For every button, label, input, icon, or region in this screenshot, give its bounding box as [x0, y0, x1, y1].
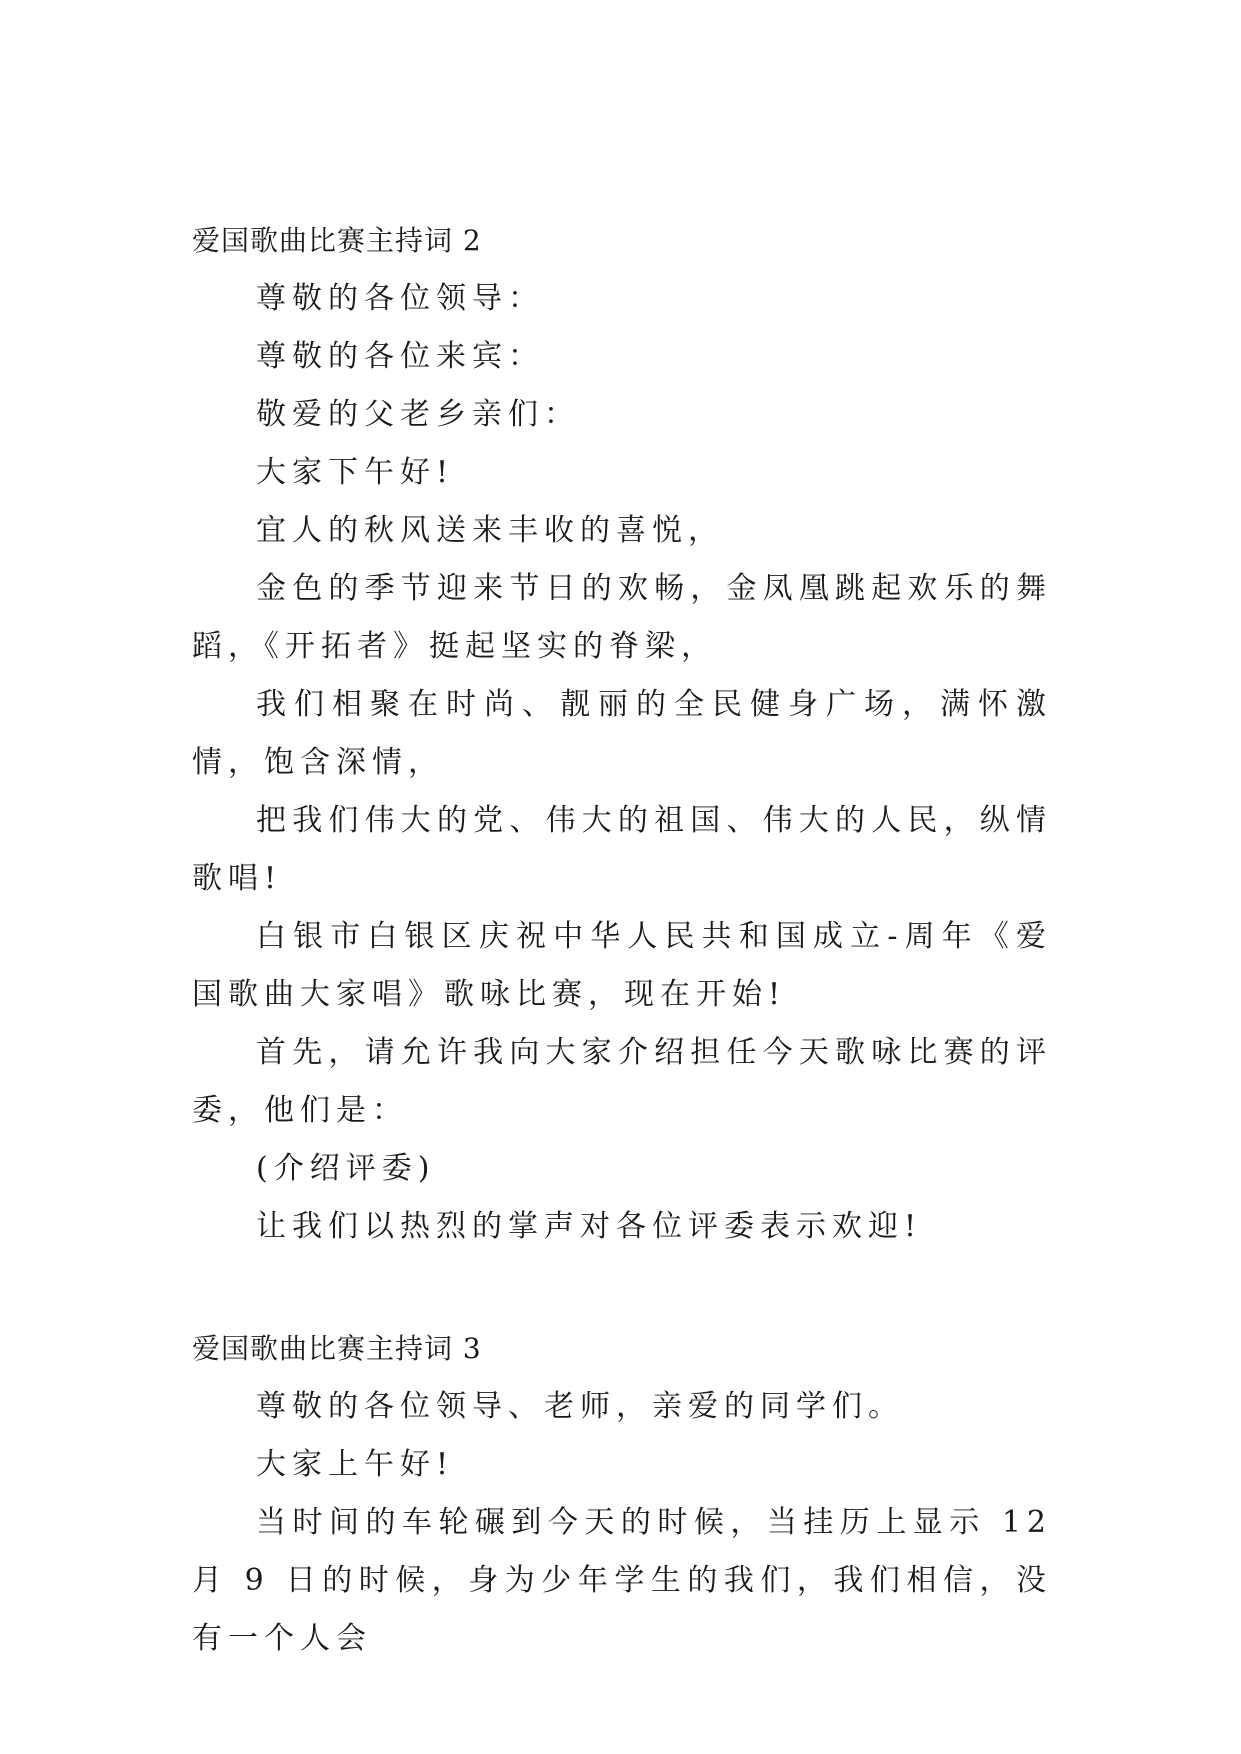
section-2	[192, 212, 1052, 1256]
paragraph: (介绍评委)	[256, 1151, 436, 1186]
paragraph: 白银市白银区庆祝中华人民共和国成立-周年《爱国歌曲大家唱》歌咏比赛，现在开始!	[192, 919, 1052, 1012]
paragraph: 我们相聚在时尚、靓丽的全民健身广场，满怀激情，饱含深情，	[192, 687, 1052, 780]
paragraph: 首先，请允许我向大家介绍担任今天歌咏比赛的评委，他们是：	[192, 1035, 1052, 1128]
paragraph: 尊敬的各位来宾：	[256, 339, 544, 374]
paragraph: 大家上午好!	[256, 1447, 455, 1482]
paragraph: 尊敬的各位领导、老师，亲爱的同学们。	[256, 1389, 904, 1424]
paragraph: 把我们伟大的党、伟大的祖国、伟大的人民，纵情歌唱!	[192, 803, 1052, 896]
paragraph: 金色的季节迎来节日的欢畅，金凤凰跳起欢乐的舞蹈，《开拓者》挺起坚实的脊梁，	[192, 571, 1052, 664]
paragraph: 敬爱的父老乡亲们：	[256, 397, 580, 432]
document-body	[192, 212, 1052, 1668]
section-title: 爱国歌曲比赛主持词 2	[192, 224, 482, 257]
paragraph: 尊敬的各位领导：	[256, 281, 544, 316]
section-title: 爱国歌曲比赛主持词 3	[192, 1332, 482, 1365]
paragraph: 大家下午好!	[256, 455, 455, 490]
section-3	[192, 1320, 1052, 1668]
paragraph: 当时间的车轮碾到今天的时候，当挂历上显示 12 月 9 日的时候，身为少年学生的我们，我们相信，没有一个人会	[192, 1505, 1052, 1656]
paragraph: 宜人的秋风送来丰收的喜悦，	[256, 513, 724, 548]
paragraph: 让我们以热烈的掌声对各位评委表示欢迎!	[256, 1209, 923, 1244]
